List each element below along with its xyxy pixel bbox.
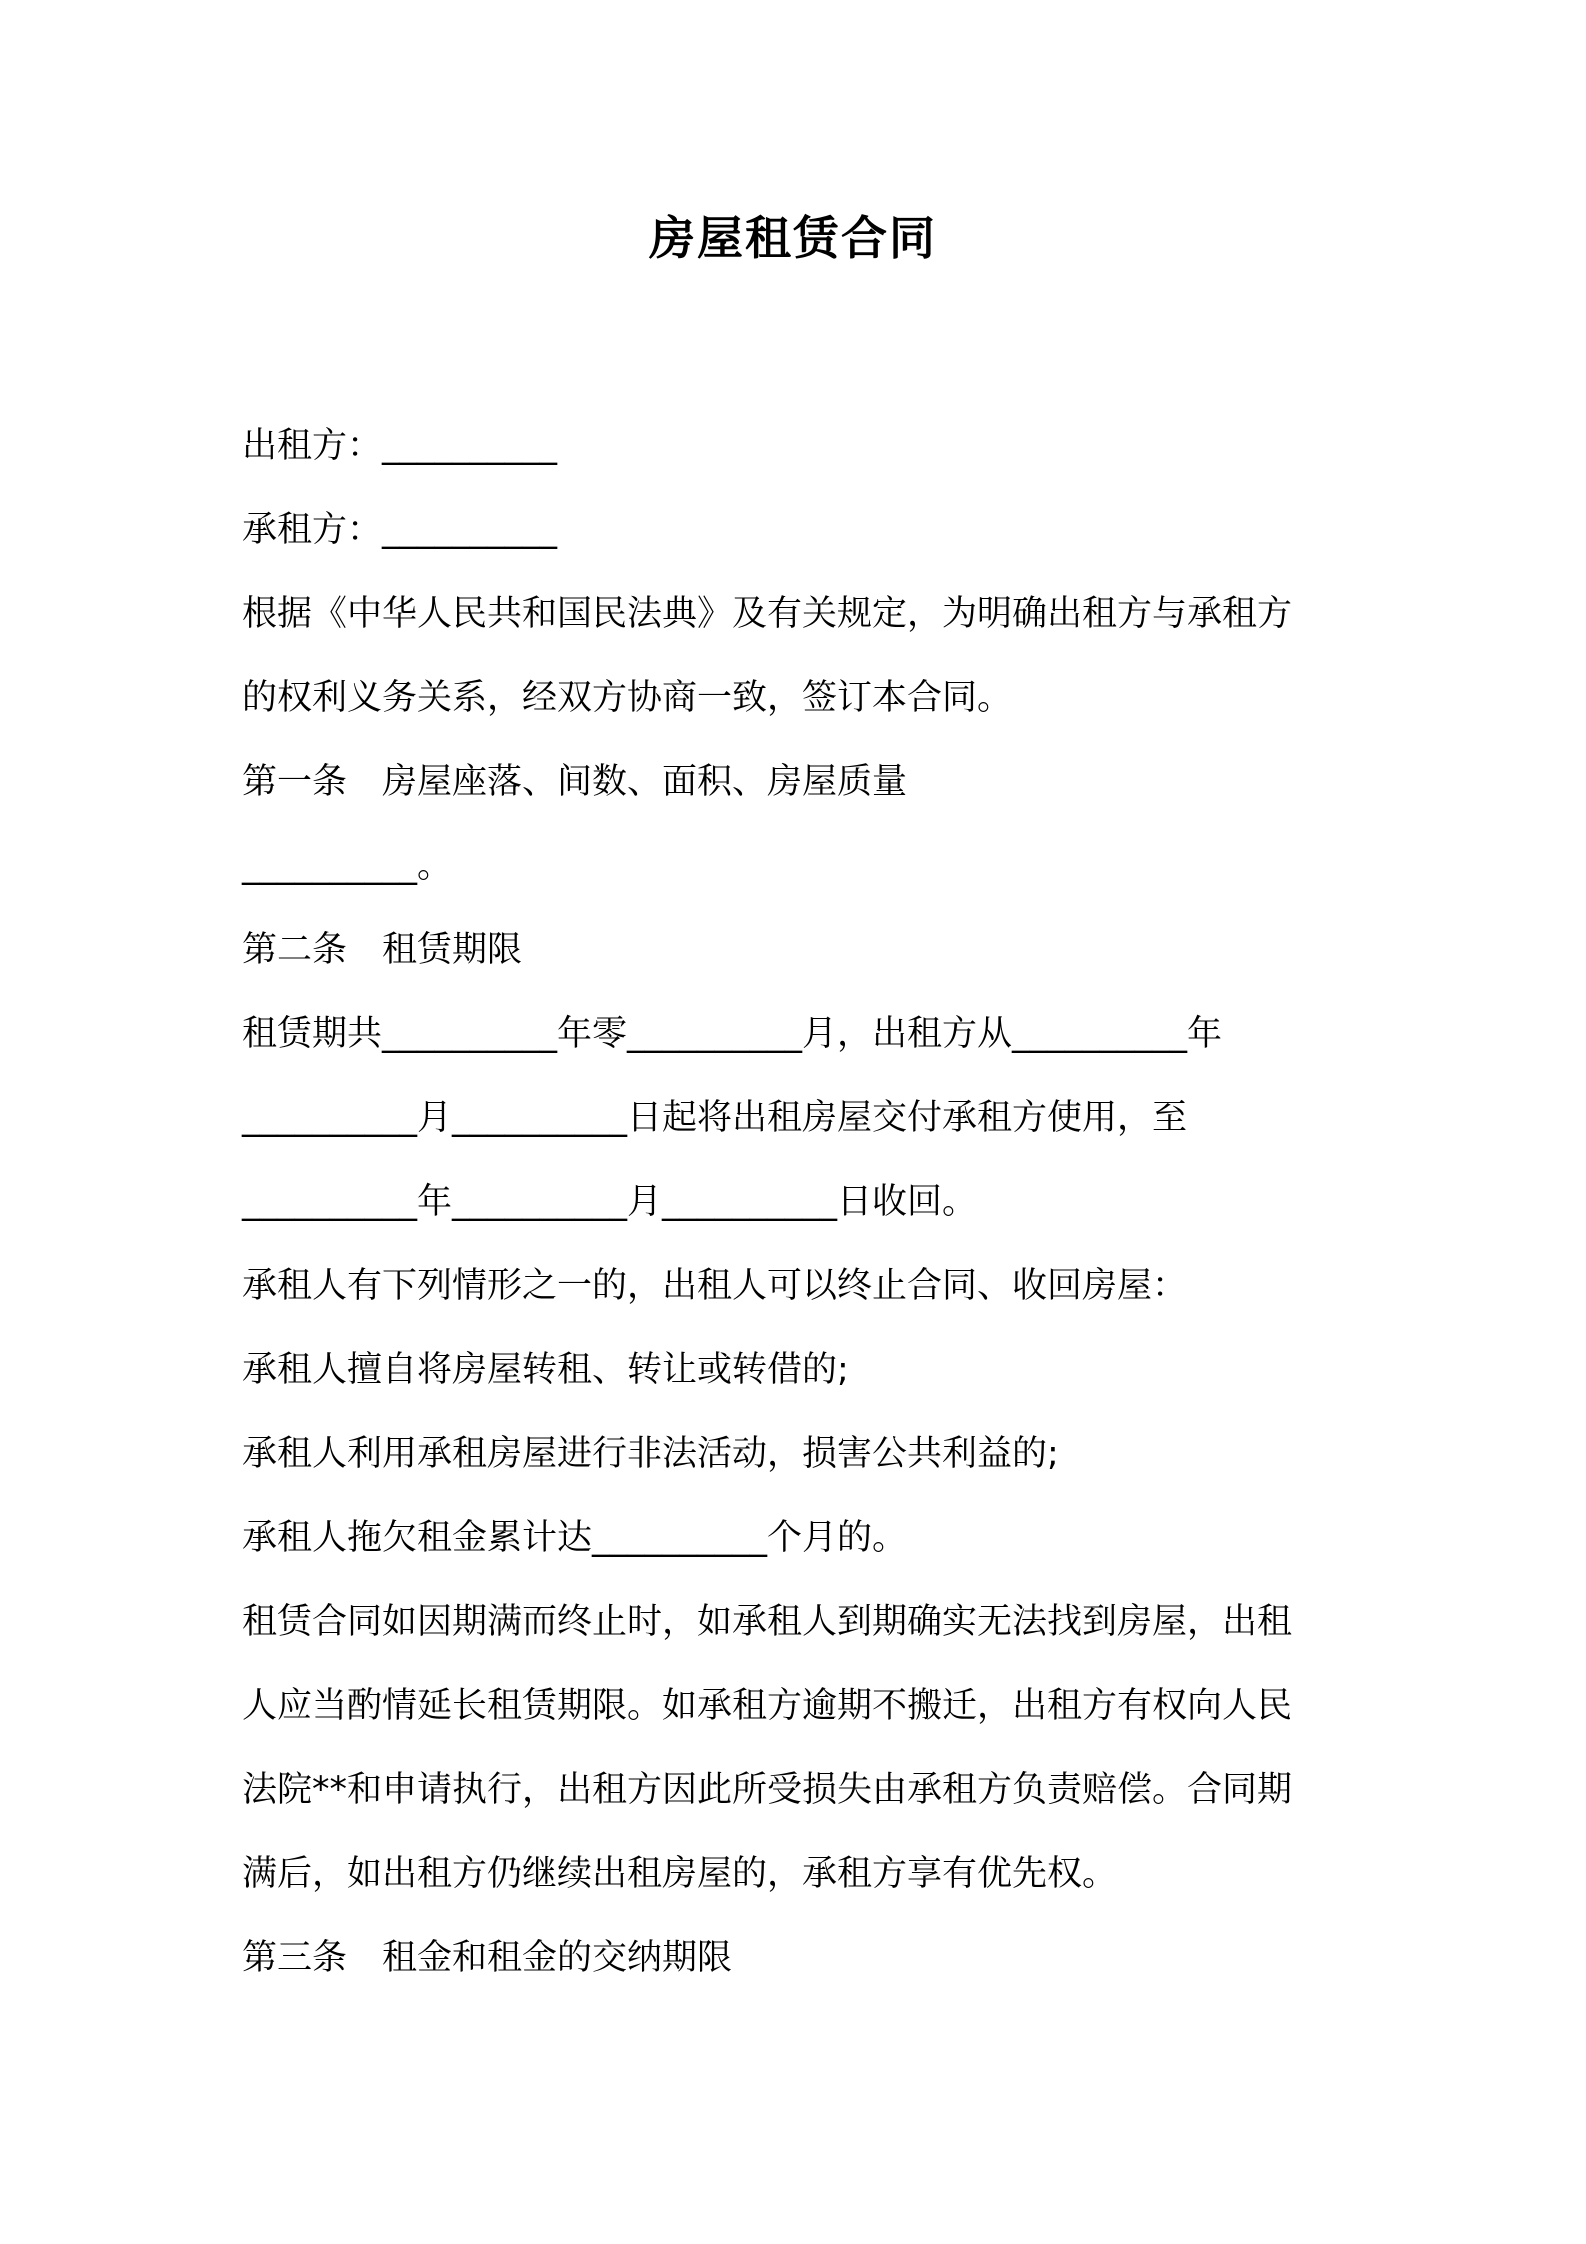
lease-term-line: 租赁期共__________年零__________月，出租方从__________年 — [242, 1014, 1223, 1054]
lessor-line: 出租方：__________ — [242, 426, 558, 466]
article-1-blank: __________。 — [242, 846, 453, 886]
article-3-heading: 第三条 租金和租金的交纳期限 — [242, 1938, 733, 1978]
article-1-heading: 第一条 房屋座落、间数、面积、房屋质量 — [242, 762, 908, 802]
expiry-clause-line: 租赁合同如因期满而终止时，如承租人到期确实无法找到房屋，出租 — [242, 1602, 1293, 1642]
lease-term-line: __________月__________日起将出租房屋交付承租方使用，至 — [242, 1098, 1188, 1138]
lease-term-line: __________年__________月__________日收回。 — [242, 1182, 978, 1222]
preamble-line: 的权利义务关系，经双方协商一致，签订本合同。 — [242, 678, 1013, 718]
expiry-clause-line: 法院**和申请执行，出租方因此所受损失由承租方负责赔偿。合同期 — [242, 1770, 1293, 1810]
article-2-heading: 第二条 租赁期限 — [242, 930, 523, 970]
termination-item: 承租人利用承租房屋进行非法活动，损害公共利益的; — [242, 1434, 1059, 1474]
document-body — [242, 404, 1362, 2000]
termination-item: 承租人擅自将房屋转租、转让或转借的; — [242, 1350, 849, 1390]
lessee-line: 承租方：__________ — [242, 510, 558, 550]
termination-intro-line: 承租人有下列情形之一的，出租人可以终止合同、收回房屋： — [242, 1266, 1188, 1306]
document-title: 房屋租赁合同 — [649, 211, 937, 265]
termination-item: 承租人拖欠租金累计达__________个月的。 — [242, 1518, 908, 1558]
expiry-clause-line: 人应当酌情延长租赁期限。如承租方逾期不搬迁，出租方有权向人民 — [242, 1686, 1293, 1726]
expiry-clause-line: 满后，如出租方仍继续出租房屋的，承租方享有优先权。 — [242, 1854, 1118, 1894]
preamble-line: 根据《中华人民共和国民法典》及有关规定，为明确出租方与承租方 — [242, 594, 1293, 634]
